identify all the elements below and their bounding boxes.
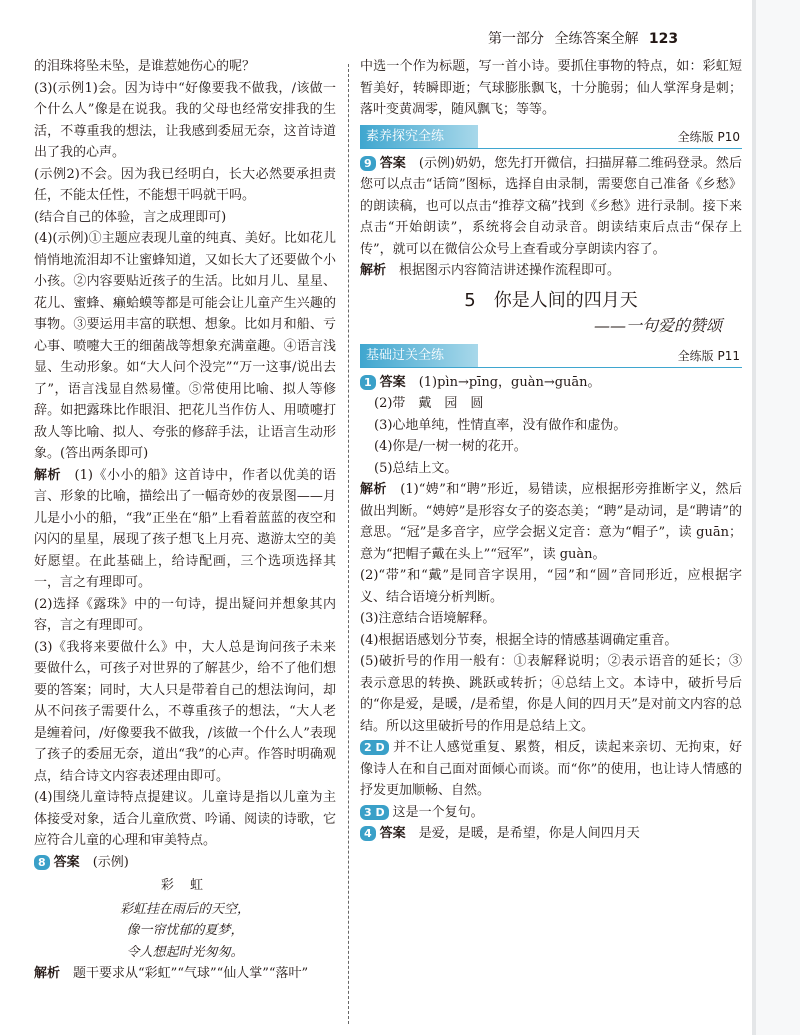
answer-text: (示例) [92,854,129,870]
analysis-continuation: 中选一个作为标题，写一首小诗。要抓住事物的特点，如：彩虹短暂美好，转瞬即逝；气球膨胀飘飞，十分脆弱；仙人掌浑身是刺；落叶变黄凋零，随风飘飞；等等。 [360,59,742,117]
answer-paragraph: (3)(示例1)会。因为诗中“好像要我不做我，/该做一个什么人”像是在说我。我的父母也经常安排我的生活，不尊重我的想法，让我感到委屈无奈，这首诗道出了我的心声。 [34,80,336,160]
question-8-answer [34,852,336,874]
answer-paragraph: (4)(示例)①主题应表现儿童的纯真、美好。比如花儿悄悄地流泪却不让蜜蜂知道，又如长大了还要做个小小孩。②内容要贴近孩子的生活。比如月儿、星星、花儿、蜜蜂、癞蛤蟆等都是可能会让儿童产生兴趣的事物。③要运用丰富的联想、想象。比如月和船、亏心事、喷嚏大王的细菌战等想象充满童趣。④语言浅显、生动形象。如“大人问个没完”“万一这事/说出去了”，语言浅显自然易懂。⑤常使用比喻、拟人等修辞。如把露珠比作眼泪、把花儿当作仿人、用喷嚏打敌人等比喻、拟人、夸张的修辞手法，让语言生动形象。(答出两条即可) [34,231,336,461]
question-number-badge [360,805,389,820]
analysis-paragraph: (2)选择《露珠》中的一句诗，提出疑问并想象其内容，言之有理即可。 [34,596,336,633]
question-4-answer [360,823,742,845]
page-header [488,28,684,48]
answer-paragraph: (结合自己的体验，言之成理即可) [34,209,227,225]
answer-text: (示例)奶奶，您先打开微信，扫描屏幕二维码登录。然后您可以点击“话筒”图标，选择自由录制，需要您自己准备《乡愁》的朗读稿，也可以点击“推荐文稿”找到《乡愁》进行录制。接下来点击“开始朗读”，系统将会自动录音。朗读结束后点击“保存上传”，就可以在微信公众号上查看或分享朗读内容了。 [360,155,742,257]
analysis-label: 解析 [34,467,62,483]
analysis-paragraph [360,479,742,565]
poem-line: 彩虹挂在雨后的天空， [119,901,250,917]
question-number-badge: 4 [360,826,376,841]
question-1-answer [360,372,742,394]
header-part: 第一部分 [488,31,544,47]
answer-text: (1)pìn→pīng，guàn→guān。 [418,374,601,390]
section-tag: 基础过关全练 [360,344,478,368]
answer-choice: D [375,741,385,754]
lesson-subtitle: ——一句爱的赞颂 [593,315,722,335]
question-number-badge: 8 [34,855,50,870]
analysis-label: 解析 [34,966,61,981]
analysis-paragraph: (4)围绕儿童诗特点提建议。儿童诗是指以儿童为主体接受对象，适合儿童欣赏、吟诵、阅读的诗歌，它应符合儿童的心理和审美特点。 [34,790,336,848]
page-number: 123 [648,31,679,47]
answer-item: (3)心地单纯，性情直率，没有做作和虚伪。 [374,417,627,433]
question-number: 2 [364,741,372,754]
right-column [360,56,742,845]
answer-label: 答案 [379,374,406,390]
section-header [360,125,742,149]
poem-title: 彩 虹 [160,878,210,893]
analysis-paragraph: (4)根据语感划分节奏，根据全诗的情感基调确定重音。 [360,632,678,648]
poem-line: 像一帘忧郁的夏梦， [126,923,244,938]
answer-label: 答案 [379,826,406,841]
answer-paragraph: 的泪珠将坠未坠，是谁惹她伤心的呢？ [34,59,256,74]
question-number-badge: 9 [360,156,376,171]
answer-item: (4)你是/一树一树的花开。 [374,439,527,454]
analysis-text: 根据图示内容简洁讲述操作流程即可。 [399,263,621,278]
answer-label: 答案 [379,155,406,171]
answer-item: (2)带 戴 园 圆 [374,396,484,411]
analysis-label: 解析 [360,263,387,278]
analysis-label: 解析 [360,482,387,497]
section-tag: 素养探究全练 [360,125,478,149]
answer-text: 是爱，是暖，是希望，你是人间四月天 [418,826,640,841]
answer-label: 答案 [53,854,80,870]
analysis-text: 题干要求从“彩虹”“气球”“仙人掌”“落叶” [73,966,309,981]
analysis-paragraph: (3)《我将来要做什么》中，大人总是询问孩子未来要做什么，可孩子对世界的了解甚少，给不了他们想要的答案；同时，大人只是带着自己的想法询问，却从不问孩子需要什么，不尊重孩子的想法，“大人老是缠着问，/好像要我不做我，/该做一个什么人”表现了孩子的委屈无奈，道出“我”的心声。作答时明确观点，结合诗文内容表述理由即可。 [34,639,336,784]
analysis-paragraph: (2)“带”和“戴”是同音字误用，“园”和“圆”音同形近，应根据字义、结合语境分析判断。 [360,568,742,605]
header-book: 全练答案全解 [554,31,639,47]
analysis-paragraph: (3)注意结合语境解释。 [360,611,496,626]
left-column [34,56,336,985]
question-3-answer [360,802,742,824]
column-divider [348,64,349,1024]
answer-item: (5)总结上文。 [374,460,458,476]
question-number: 3 [364,805,372,819]
answer-text: 这是一个复句。 [392,804,484,820]
section-header [360,344,742,368]
question-number-badge: 1 [360,375,376,390]
page-edge-shadow [756,0,800,1035]
section-reference: 全练版 P11 [677,348,740,363]
answer-text: 并不让人感觉重复、累赘，相反，读起来亲切、无拘束，好像诗人在和自己面对面倾心而谈。而“你”的使用，也让诗人情感的抒发更加顺畅、自然。 [360,740,742,798]
analysis-paragraph [34,465,336,594]
lesson-title: 5 你是人间的四月天 [464,289,638,311]
analysis-paragraph: (5)破折号的作用一般有：①表解释说明；②表示语音的延长；③表示意思的转换、跳跃或转折；④总结上文。本诗中，破折号后的“你是爱，是暖，/是希望，你是人间的四月天”是对前文内容的总结。所以这里破折号的作用是总结上文。 [360,654,742,734]
analysis-text: (1)《小小的船》这首诗中，作者以优美的语言、形象的比喻，描绘出了一幅奇妙的夜景图——月儿是小小的船，“我”正坐在“船”上看着蓝蓝的夜空和闪闪的星星，展现了孩子想飞上月亮、遨游太空的美好愿望。在此基础上，给诗配画，三个选项选择其一，言之有理即可。 [34,467,336,590]
question-9-answer [360,153,742,261]
poem-line: 令人想起时光匆匆。 [126,944,244,960]
question-number-badge [360,740,389,755]
answer-paragraph: (示例2)不会。因为我已经明白，长大必然要承担责任，不能太任性，不能想干吗就干吗。 [34,166,336,203]
analysis-text: (1)“娉”和“聘”形近，易错读，应根据形旁推断字义，然后做出判断。“娉婷”是形容女子的姿态美；“聘”是动词，是“聘请”的意思。“冠”是多音字，应学会据义定音：意为“帽子”，读 guān；意为“把帽子戴在头上”“冠军”，读 guàn。 [360,482,742,562]
answer-choice: D [375,805,385,819]
analysis-paragraph [34,963,336,985]
question-2-answer [360,737,742,802]
section-reference: 全练版 P10 [677,129,740,144]
analysis-paragraph [360,260,742,282]
